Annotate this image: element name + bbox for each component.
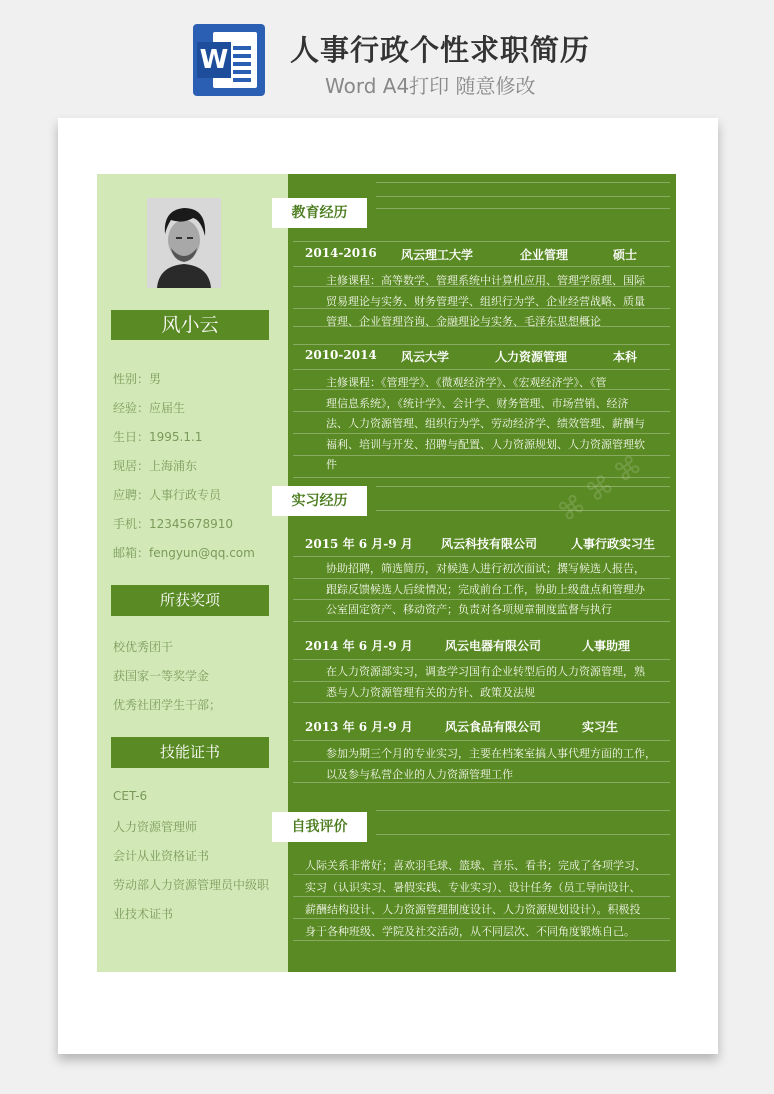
award-item: 获国家一等奖学金 bbox=[113, 669, 210, 683]
award-item: 优秀社团学生干部； bbox=[113, 698, 222, 712]
avatar bbox=[147, 198, 221, 288]
word-icon: W bbox=[193, 24, 265, 96]
skill-item: 劳动部人力资源管理员中级职 bbox=[113, 878, 270, 892]
education-entry-description: 主修课程：高等数学、管理系统中计算机应用、管理学原理、国际 贸易理论与实务、财务管理学、组织行为学、企业经营战略、质量 管理、企业管理咨询、金融理论与实务、毛泽东思想概论 bbox=[326, 274, 645, 328]
candidate-name: 风小云 bbox=[111, 310, 269, 340]
page-title: 人事行政个性求职简历 bbox=[290, 33, 591, 67]
skill-item: 会计从业资格证书 bbox=[113, 849, 210, 863]
left-column bbox=[97, 174, 288, 972]
internship-entry-description: 协助招聘，筛选简历，对候选人进行初次面试；撰写候选人报告， 跟踪反馈候选人后续情况；完成前台工作，协助上级盘点和管理办 公室固定资产、移动资产；负责对各项规章制度监督与执行 bbox=[326, 562, 645, 616]
internship-entry-description: 参加为期三个月的专业实习，主要在档案室搞人事代理方面的工作， 以及参与私营企业的人力资源管理工作 bbox=[326, 747, 656, 781]
internship-heading: 实习经历 bbox=[272, 486, 367, 516]
watermark: ⌘ ⌘ ⌘ bbox=[552, 449, 648, 529]
education-heading: 教育经历 bbox=[272, 198, 367, 228]
resume: 风小云 性别：男 经验：应届生 生日：1995.1.1 现居：上海浦东 应聘：人事行政专员 手机：12345678910 邮箱：fengyun@qq.com 所获奖项 校优秀团干 获国家一等奖学金 优秀社团学生干部； 技能证书 CET-6 人力资源管理师 会计从业资格证书 劳动部人力资源管理员中级职 业技术证书 ⌘ ⌘ ⌘ 教育经历 2014-2016 风云理工大学 企业管理 硕士 主修课程：高等数学、管理系统中计算机应用、管理学原理、国际 贸易理论与实务、财务管理学、组织行为学、企业经营战略、质量 管理、企业管理咨询、金融理论与实务、毛泽东思想概论 2010-2014 风云大学 人力资源管理 本科 主修课程：《管理学》、《微观经济学》、《宏观经济学》、《管 理信息系统》，《统计学》、会计学、财务管理、市场营销、经济 法、人力资源管理、组织行为学、劳动经济学、绩效管理、薪酬与 福利、培训与开发、招聘与配置、人力资源规划、人力资源管理软 件 实习经历 2015 年 6 月-9 月 风云科技有限公司 人事行政实习生 协助招聘，筛选简历，对候选人进行初次面试；撰写候选人报告， 跟踪反馈候选人后续情况；完成前台工作，协助上级盘点和管理办 公室固定资产、移动资产；负责对各项规章制度监督与执行 2014 年 6 月-9 月 风云电器有限公司 人事助理 在人力资源部实习，调查学习国有企业转型后的人力资源管理，熟 悉与人力资源管理有关的方针、政策及法规 2013 年 6 月-9 月 风云食品有限公司 实习生 参加为期三个月的专业实习，主要在档案室搞人事代理方面的工作， 以及参与私营企业的人力资源管理工作 自我评价 人际关系非常好；喜欢羽毛球、篮球、音乐、看书；完成了各项学习、 实习（认识实习、暑假实践、专业实习）、设计任务（员工导向设计、 薪酬结构设计、人力资源管理制度设计、人力资源规划设计）。积极投 身于各种班级、学院及社交活动，从不同层次、不同角度锻炼自己。 bbox=[97, 174, 676, 972]
self-eval-text: 人际关系非常好；喜欢羽毛球、篮球、音乐、看书；完成了各项学习、 实习（认识实习、暑假实践、专业实习）、设计任务（员工导向设计、 薪酬结构设计、人力资源管理制度设计、人力资源规划设计）。积极投 身于各种班级、学院及社交活动，从不同层次、不同角度锻炼自己。 bbox=[305, 859, 646, 938]
info-birthday: 生日：1995.1.1 bbox=[113, 430, 203, 444]
skill-item: 业技术证书 bbox=[113, 907, 174, 921]
info-phone: 手机：12345678910 bbox=[113, 517, 233, 531]
skills-heading: 技能证书 bbox=[111, 737, 269, 768]
education-entry-description: 主修课程：《管理学》、《微观经济学》、《宏观经济学》、《管 理信息系统》，《统计学》、会计学、财务管理、市场营销、经济 法、人力资源管理、组织行为学、劳动经济学、绩效管理、薪酬与 福利、培训与开发、招聘与配置、人力资源规划、人力资源管理软 件 bbox=[326, 376, 645, 471]
skill-item: 人力资源管理师 bbox=[113, 820, 198, 834]
info-experience: 经验：应届生 bbox=[113, 401, 186, 415]
info-gender: 性别：男 bbox=[113, 372, 162, 386]
skill-item: CET-6 bbox=[113, 789, 148, 803]
awards-heading: 所获奖项 bbox=[111, 585, 269, 616]
page-header bbox=[0, 0, 774, 118]
page-subtitle: Word A4打印 随意修改 bbox=[325, 74, 536, 98]
award-item: 校优秀团干 bbox=[113, 640, 174, 654]
info-residence: 现居：上海浦东 bbox=[113, 459, 198, 473]
info-email: 邮箱：fengyun@qq.com bbox=[113, 546, 255, 560]
self-eval-heading: 自我评价 bbox=[272, 812, 367, 842]
info-position: 应聘：人事行政专员 bbox=[113, 488, 222, 502]
internship-entry-description: 在人力资源部实习，调查学习国有企业转型后的人力资源管理，熟 悉与人力资源管理有关的方针、政策及法规 bbox=[326, 665, 645, 699]
